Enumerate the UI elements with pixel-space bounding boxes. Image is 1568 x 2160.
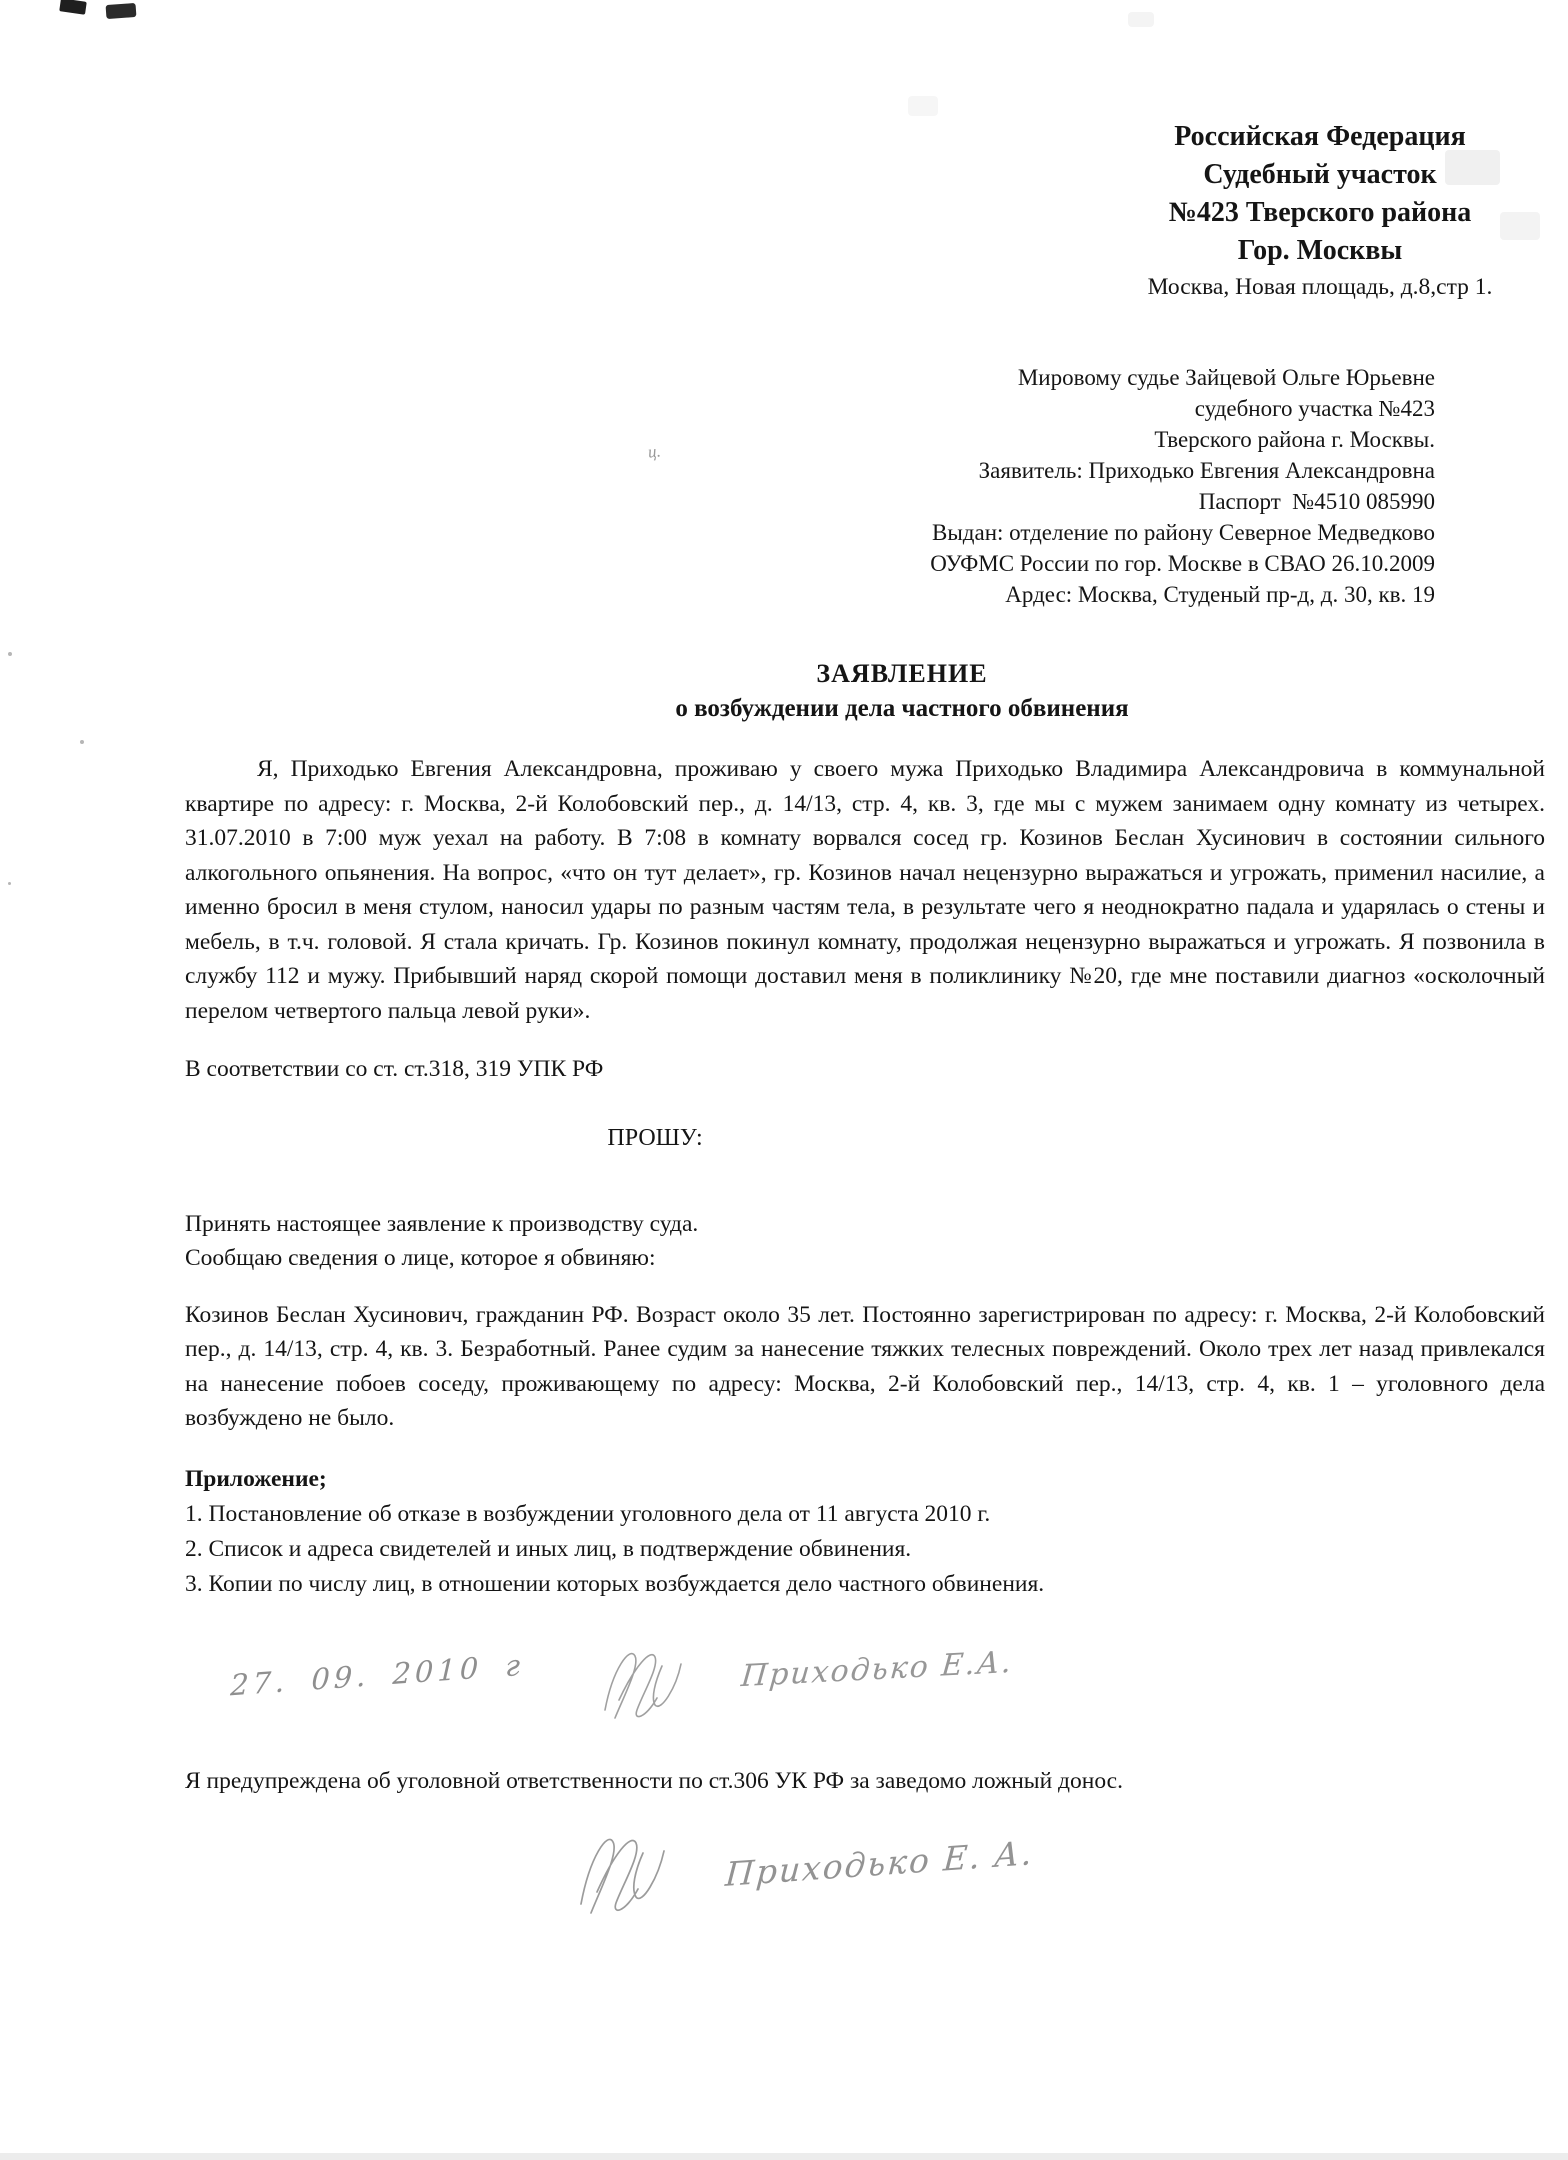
warning-line: Я предупреждена об уголовной ответственности по ст.306 УК РФ за заведомо ложный донос. — [185, 1767, 1123, 1794]
court-address: Москва, Новая площадь, д.8,стр 1. — [1147, 274, 1493, 300]
handwritten-name: Приходько Е. А. — [724, 1833, 1036, 1894]
statement-paragraph: Я, Приходько Евгения Александровна, проживаю у своего мужа Приходько Владимира Александровича в коммунальной квартире по адресу: г. Москва, 2-й Колобовский пер., д. 14/13, стр. 4, кв. 3, где мы с мужем занимаем одну комнату из четырех. 31.07.2010 в 7:00 муж уехал на работу. В 7:08 в комнату ворвался сосед гр. Козинов Беслан Хусинович в состоянии сильного алкогольного опьянения. На вопрос, «что он тут делает», гр. Козинов начал нецензурно выражаться и угрожать, применил насилие, а именно бросил в меня стулом, наносил удары по разным частям тела, в результате чего я неоднократно падала и ударялась о стены и мебель, в т.ч. головой. Я стала кричать. Гр. Козинов покинул комнату, продолжая нецензурно выражаться и угрожать. Я позвонила в службу 112 и мужу. Прибывший наряд скорой помощи доставил меня в поликлинику №20, где мне поставили диагноз «осколочный перелом четвертого пальца левой руки». — [185, 756, 1545, 1024]
court-header-line: Гор. Москвы — [1237, 235, 1403, 266]
handwritten-name: Приходько Е.А. — [739, 1644, 1015, 1694]
addressee-line: ОУФМС России по гор. Москве в СВАО 26.10.2009 — [930, 551, 1435, 576]
stray-pen-mark: ц. — [646, 441, 662, 462]
addressee-line: Выдан: отделение по району Северное Медведково — [931, 520, 1435, 545]
scanner-edge-band — [0, 2153, 1568, 2160]
document-title: ЗАЯВЛЕНИЕ — [816, 659, 988, 688]
scan-smudge — [1500, 212, 1540, 240]
scan-smudge — [1128, 12, 1154, 27]
handwritten-date: 27. 09. 2010 г — [229, 1647, 525, 1702]
scan-smudge — [908, 96, 938, 116]
addressee-line: Заявитель: Приходько Евгения Александровна — [978, 458, 1435, 483]
court-header — [1110, 118, 1530, 304]
document-subtitle: о возбуждении дела частного обвинения — [675, 695, 1129, 722]
handwritten-signature-flourish — [583, 1638, 698, 1735]
request-line: Сообщаю сведения о лице, которое я обвиняю: — [185, 1245, 656, 1271]
addressee-block — [185, 362, 1435, 610]
scan-artifact-blob — [106, 3, 137, 19]
attachments-heading: Приложение; — [185, 1465, 327, 1492]
signature-row-2 — [185, 1818, 1545, 1928]
attachment-item: 3. Копии по числу лиц, в отношении которых возбуждается дело частного обвинения. — [185, 1570, 1045, 1597]
accused-info-paragraph: Козинов Беслан Хусинович, гражданин РФ. Возраст около 35 лет. Постоянно зарегистрирован по адресу: г. Москва, 2-й Колобовский пер., д. 14/13, стр. 4, кв. 3. Безработный. Ранее судим за нанесение тяжких телесных повреждений. Около трех лет назад привлекался на нанесение побоев соседу, проживающему по адресу: Москва, 2-й Колобовский пер., 14/13, стр. 4, кв. 1 – уголовного дела возбуждено не было. — [185, 1301, 1545, 1431]
addressee-line: судебного участка №423 — [1194, 396, 1435, 421]
request-lines — [185, 1207, 1545, 1276]
addressee-line: Тверского района г. Москвы. — [1154, 427, 1435, 452]
handwritten-signature-flourish — [557, 1822, 682, 1932]
scan-dot — [8, 882, 11, 885]
court-header-line: Судебный участок — [1203, 159, 1437, 190]
title-block — [222, 656, 1568, 726]
legal-basis-line: В соответствии со ст. ст.318, 319 УПК РФ — [185, 1056, 604, 1082]
signature-row-1 — [185, 1638, 1545, 1730]
attachment-item: 2. Список и адреса свидетелей и иных лиц, в подтверждение обвинения. — [185, 1535, 912, 1562]
court-header-line: №423 Тверского района — [1168, 197, 1472, 228]
scan-smudge — [1445, 150, 1500, 185]
court-header-line: Российская Федерация — [1174, 121, 1466, 152]
attachment-item: 1. Постановление об отказе в возбуждении уголовного дела от 11 августа 2010 г. — [185, 1500, 991, 1527]
request-line: Принять настоящее заявление к производству суда. — [185, 1210, 699, 1237]
addressee-line: Ардес: Москва, Студеный пр-д, д. 30, кв. 19 — [1005, 582, 1435, 607]
scan-dot — [80, 740, 84, 744]
scan-dot — [8, 652, 12, 656]
addressee-line: Паспорт №4510 085990 — [1198, 489, 1435, 514]
addressee-line: Мировому судье Зайцевой Ольге Юрьевне — [1017, 365, 1435, 390]
attachments-section — [185, 1462, 1545, 1602]
request-heading: ПРОШУ: — [607, 1124, 703, 1151]
scan-artifact-blob — [59, 0, 87, 15]
